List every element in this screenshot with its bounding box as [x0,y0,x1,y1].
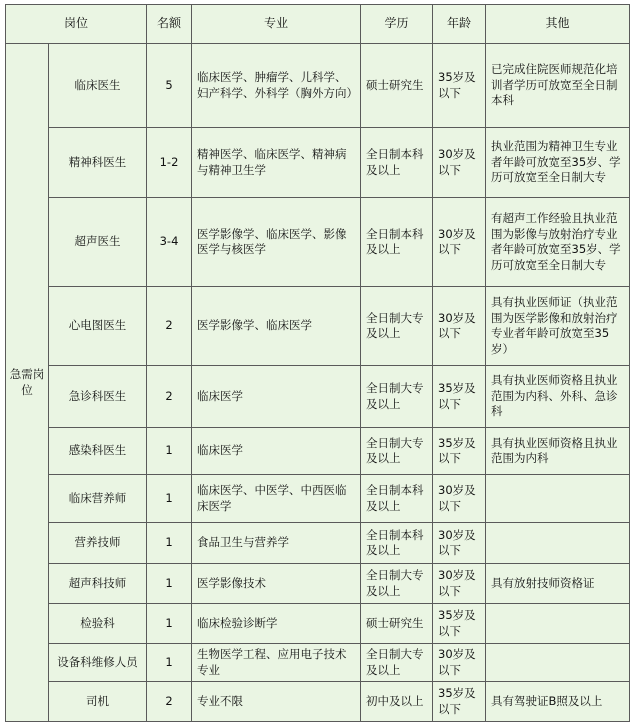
age-cell: 30岁及以下 [433,198,486,287]
education-cell: 全日制大专及以上 [361,564,433,604]
quota-cell: 1 [147,428,192,475]
recruitment-table-container [5,4,630,722]
position-cell: 超声医生 [49,198,147,287]
education-cell: 全日制本科及以上 [361,523,433,564]
table-row [6,366,630,428]
quota-cell: 1 [147,475,192,523]
table-row [6,287,630,366]
major-cell: 临床检验诊断学 [192,604,361,644]
table-row [6,428,630,475]
education-cell: 全日制大专及以上 [361,287,433,366]
position-cell: 急诊科医生 [49,366,147,428]
quota-cell: 1 [147,604,192,644]
age-cell: 30岁及以下 [433,644,486,682]
table-row [6,682,630,722]
education-cell: 硕士研究生 [361,604,433,644]
recruitment-table [5,4,630,722]
major-cell: 临床医学 [192,366,361,428]
major-cell: 精神医学、临床医学、精神病与精神卫生学 [192,128,361,198]
quota-cell: 2 [147,682,192,722]
table-row [6,523,630,564]
quota-cell: 1-2 [147,128,192,198]
age-cell: 30岁及以下 [433,523,486,564]
education-cell: 全日制本科及以上 [361,128,433,198]
quota-cell: 3-4 [147,198,192,287]
education-cell: 全日制大专及以上 [361,428,433,475]
major-cell: 食品卫生与营养学 [192,523,361,564]
table-row [6,198,630,287]
other-cell: 具有放射技师资格证 [486,564,630,604]
table-row [6,564,630,604]
header-row [6,5,630,44]
age-cell: 30岁及以下 [433,475,486,523]
age-cell: 35岁及以下 [433,604,486,644]
age-cell: 30岁及以下 [433,287,486,366]
header-other: 其他 [486,5,630,44]
major-cell: 临床医学、中医学、中西医临床医学 [192,475,361,523]
age-cell: 30岁及以下 [433,564,486,604]
education-cell: 全日制大专及以上 [361,366,433,428]
header-age: 年龄 [433,5,486,44]
major-cell: 临床医学、肿瘤学、儿科学、妇产科学、外科学（胸外方向） [192,44,361,128]
position-cell: 临床营养师 [49,475,147,523]
other-cell: 具有执业医师资格且执业范围为内科、外科、急诊科 [486,366,630,428]
quota-cell: 1 [147,523,192,564]
other-cell [486,644,630,682]
education-cell: 初中及以上 [361,682,433,722]
education-cell: 全日制本科及以上 [361,198,433,287]
table-row [6,604,630,644]
table-row [6,475,630,523]
major-cell: 专业不限 [192,682,361,722]
age-cell: 30岁及以下 [433,128,486,198]
position-cell: 精神科医生 [49,128,147,198]
other-cell [486,475,630,523]
other-cell: 有超声工作经验且执业范围为影像与放射治疗专业者年龄可放宽至35岁、学历可放宽至全日制大专 [486,198,630,287]
other-cell [486,523,630,564]
age-cell: 35岁及以下 [433,428,486,475]
major-cell: 医学影像学、临床医学、影像医学与核医学 [192,198,361,287]
position-cell: 检验科 [49,604,147,644]
other-cell: 执业范围为精神卫生专业者年龄可放宽至35岁、学历可放宽至全日制大专 [486,128,630,198]
header-position: 岗位 [6,5,147,44]
education-cell: 全日制大专及以上 [361,644,433,682]
other-cell: 已完成住院医师规范化培训者学历可放宽至全日制本科 [486,44,630,128]
table-row [6,644,630,682]
education-cell: 全日制本科及以上 [361,475,433,523]
table-row [6,44,630,128]
header-education: 学历 [361,5,433,44]
header-major: 专业 [192,5,361,44]
position-cell: 司机 [49,682,147,722]
category-cell: 急需岗位 [6,44,49,722]
position-cell: 感染科医生 [49,428,147,475]
age-cell: 35岁及以下 [433,44,486,128]
other-cell [486,604,630,644]
position-cell: 超声科技师 [49,564,147,604]
education-cell: 硕士研究生 [361,44,433,128]
position-cell: 心电图医生 [49,287,147,366]
other-cell: 具有执业医师证（执业范围为医学影像和放射治疗专业者年龄可放宽至35岁） [486,287,630,366]
position-cell: 设备科维修人员 [49,644,147,682]
header-quota: 名额 [147,5,192,44]
other-cell: 具有驾驶证B照及以上 [486,682,630,722]
other-cell: 具有执业医师资格且执业范围为内科 [486,428,630,475]
quota-cell: 1 [147,644,192,682]
age-cell: 35岁及以下 [433,682,486,722]
table-row [6,128,630,198]
quota-cell: 2 [147,366,192,428]
major-cell: 医学影像学、临床医学 [192,287,361,366]
age-cell: 35岁及以下 [433,366,486,428]
major-cell: 临床医学 [192,428,361,475]
position-cell: 临床医生 [49,44,147,128]
position-cell: 营养技师 [49,523,147,564]
quota-cell: 5 [147,44,192,128]
major-cell: 医学影像技术 [192,564,361,604]
major-cell: 生物医学工程、应用电子技术专业 [192,644,361,682]
quota-cell: 1 [147,564,192,604]
quota-cell: 2 [147,287,192,366]
